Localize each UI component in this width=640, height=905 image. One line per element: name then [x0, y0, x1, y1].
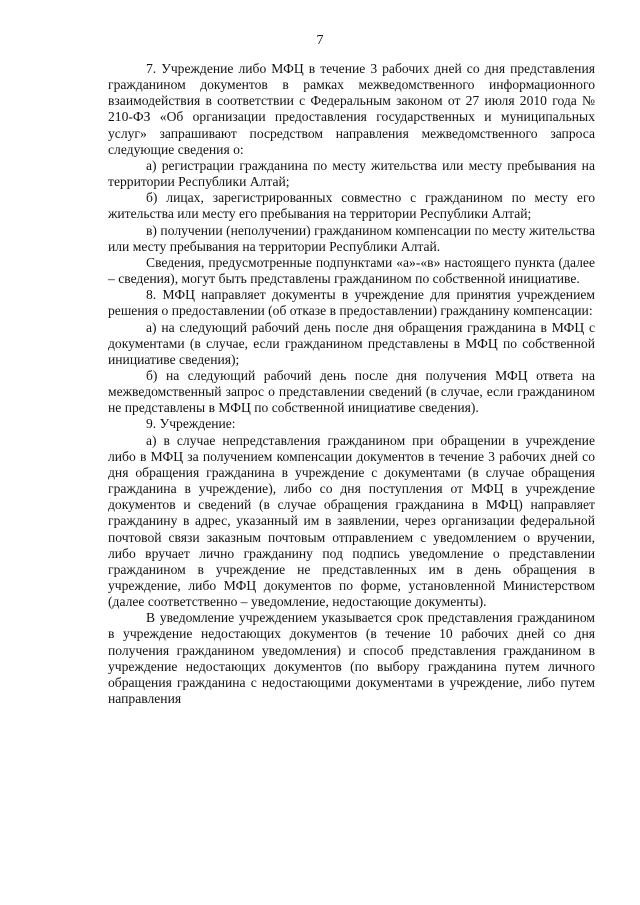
paragraph-9: 9. Учреждение:	[146, 416, 236, 432]
paragraph-7: 7. Учреждение либо МФЦ в течение 3 рабочих дней со дня представления гражданином документов в рамках межведомственного информационного взаимодействия в соответствии с Федеральным законом от 27 июля 2010 года № 210-ФЗ «Об организации предоставления государственных и муниципальных услуг» запрашивают посредством направления межведомственного запроса следующие сведения о:	[108, 61, 595, 157]
document-body	[108, 61, 595, 707]
paragraph-7-note: Сведения, предусмотренные подпунктами «а»-«в» настоящего пункта (далее – сведения), могут быть представлены гражданином по собственной инициативе.	[108, 254, 595, 287]
paragraph-8a: а) на следующий рабочий день после дня обращения гражданина в МФЦ с документами (в случае, если гражданином представлены в МФЦ по собственной инициативе сведения);	[108, 319, 595, 367]
paragraph-9-notice: В уведомление учреждением указывается срок представления гражданином в учреждение недостающих документов (в течение 10 рабочих дней со дня получения гражданином уведомления) и способ представления гражданином в учреждение недостающих документов (по выбору гражданина путем личного обращения гражданина с недостающими документами в учреждение, либо путем направления	[108, 610, 595, 707]
paragraph-8b: б) на следующий рабочий день после дня получения МФЦ ответа на межведомственный запрос о представлении сведений (в случае, если гражданином не представлены в МФЦ по собственной инициативе сведения).	[108, 367, 595, 416]
paragraph-9a: а) в случае непредставления гражданином при обращении в учреждение либо в МФЦ за получением компенсации документов в течение 3 рабочих дней со дня обращения гражданина в учреждение с документами (в случае обращения гражданина в учреждение), либо со дня поступления от МФЦ в учреждение документов и сведений (в случае обращения гражданина в МФЦ) направляет гражданину в адрес, указанный им в заявлении, через организации федеральной почтовой связи заказным почтовым отправлением с уведомлением о вручении, либо вручает лично гражданину под подпись уведомление о представлении гражданином в учреждение не представленных им в день обращения в учреждение, либо МФЦ документов по форме, установленной Министерством (далее соответственно – уведомление, недостающие документы).	[108, 432, 595, 610]
paragraph-7v: в) получении (неполучении) гражданином компенсации по месту жительства или месту пребывания на территории Республики Алтай.	[108, 222, 595, 254]
paragraph-8: 8. МФЦ направляет документы в учреждение для принятия учреждением решения о предоставлении (об отказе в предоставлении) гражданину компенсации:	[108, 287, 595, 319]
page-number: 7	[316, 33, 324, 48]
paragraph-7a: а) регистрации гражданина по месту жительства или месту пребывания на территории Республики Алтай;	[108, 157, 595, 190]
paragraph-7b: б) лицах, зарегистрированных совместно с гражданином по месту его жительства или месту его пребывания на территории Республики Алтай;	[108, 190, 595, 222]
